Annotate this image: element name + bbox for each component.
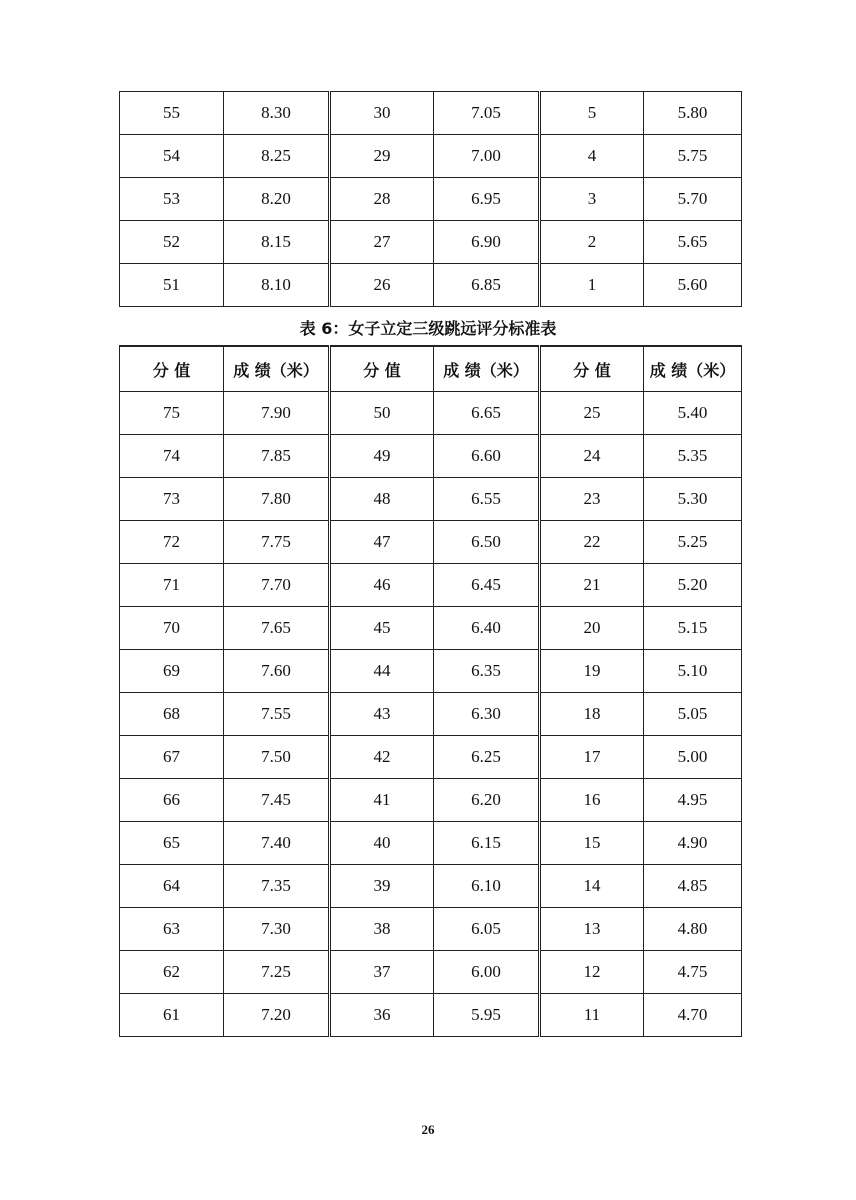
score-table-continued — [119, 91, 742, 307]
score-cell: 69 — [120, 650, 224, 693]
score-cell: 67 — [120, 736, 224, 779]
table-row — [120, 264, 742, 307]
result-cell: 5.35 — [644, 435, 742, 478]
result-cell: 5.25 — [644, 521, 742, 564]
score-cell: 21 — [540, 564, 644, 607]
header-result-1: 成 绩（米） — [224, 346, 330, 392]
result-cell: 7.40 — [224, 822, 330, 865]
result-cell: 5.10 — [644, 650, 742, 693]
score-cell: 17 — [540, 736, 644, 779]
result-cell: 6.60 — [434, 435, 540, 478]
table-row — [120, 478, 742, 521]
result-cell: 8.20 — [224, 178, 330, 221]
result-cell: 7.60 — [224, 650, 330, 693]
score-cell: 30 — [330, 92, 434, 135]
result-cell: 6.55 — [434, 478, 540, 521]
result-cell: 7.90 — [224, 392, 330, 435]
result-cell: 6.95 — [434, 178, 540, 221]
result-cell: 7.85 — [224, 435, 330, 478]
score-cell: 25 — [540, 392, 644, 435]
page-number: 26 — [421, 1122, 435, 1137]
result-cell: 5.40 — [644, 392, 742, 435]
result-cell: 7.55 — [224, 693, 330, 736]
table-row — [120, 779, 742, 822]
header-score-2: 分 值 — [330, 346, 434, 392]
result-cell: 7.30 — [224, 908, 330, 951]
result-cell: 4.70 — [644, 994, 742, 1037]
score-cell: 43 — [330, 693, 434, 736]
score-cell: 75 — [120, 392, 224, 435]
score-cell: 51 — [120, 264, 224, 307]
score-cell: 13 — [540, 908, 644, 951]
score-cell: 38 — [330, 908, 434, 951]
table-row — [120, 221, 742, 264]
score-cell: 52 — [120, 221, 224, 264]
score-cell: 55 — [120, 92, 224, 135]
result-cell: 4.95 — [644, 779, 742, 822]
score-cell: 14 — [540, 865, 644, 908]
table-row — [120, 693, 742, 736]
result-cell: 5.95 — [434, 994, 540, 1037]
score-cell: 44 — [330, 650, 434, 693]
header-result-3: 成 绩（米） — [644, 346, 742, 392]
score-cell: 29 — [330, 135, 434, 178]
score-cell: 70 — [120, 607, 224, 650]
score-cell: 5 — [540, 92, 644, 135]
score-cell: 47 — [330, 521, 434, 564]
result-cell: 6.10 — [434, 865, 540, 908]
result-cell: 7.65 — [224, 607, 330, 650]
result-cell: 7.70 — [224, 564, 330, 607]
result-cell: 6.00 — [434, 951, 540, 994]
score-cell: 45 — [330, 607, 434, 650]
result-cell: 6.35 — [434, 650, 540, 693]
result-cell: 4.75 — [644, 951, 742, 994]
result-cell: 6.15 — [434, 822, 540, 865]
score-cell: 71 — [120, 564, 224, 607]
score-cell: 11 — [540, 994, 644, 1037]
score-cell: 27 — [330, 221, 434, 264]
score-cell: 49 — [330, 435, 434, 478]
score-cell: 22 — [540, 521, 644, 564]
table6-caption: 表 6：女子立定三级跳远评分标准表 — [299, 319, 557, 338]
header-result-2: 成 绩（米） — [434, 346, 540, 392]
table-row — [120, 650, 742, 693]
table-row — [120, 392, 742, 435]
result-cell: 6.20 — [434, 779, 540, 822]
result-cell: 6.25 — [434, 736, 540, 779]
score-cell: 23 — [540, 478, 644, 521]
table-row — [120, 92, 742, 135]
result-cell: 6.05 — [434, 908, 540, 951]
score-cell: 18 — [540, 693, 644, 736]
score-cell: 48 — [330, 478, 434, 521]
score-cell: 1 — [540, 264, 644, 307]
table-row — [120, 564, 742, 607]
table-row — [120, 994, 742, 1037]
score-cell: 16 — [540, 779, 644, 822]
score-cell: 62 — [120, 951, 224, 994]
table-row — [120, 135, 742, 178]
score-cell: 73 — [120, 478, 224, 521]
score-cell: 12 — [540, 951, 644, 994]
result-cell: 5.20 — [644, 564, 742, 607]
score-cell: 4 — [540, 135, 644, 178]
result-cell: 5.05 — [644, 693, 742, 736]
result-cell: 7.25 — [224, 951, 330, 994]
result-cell: 5.15 — [644, 607, 742, 650]
score-cell: 24 — [540, 435, 644, 478]
score-table-6-header — [120, 346, 742, 392]
result-cell: 8.25 — [224, 135, 330, 178]
score-cell: 53 — [120, 178, 224, 221]
table-row — [120, 908, 742, 951]
result-cell: 5.75 — [644, 135, 742, 178]
score-table-6-body — [120, 392, 742, 1037]
result-cell: 4.85 — [644, 865, 742, 908]
score-cell: 68 — [120, 693, 224, 736]
score-cell: 46 — [330, 564, 434, 607]
result-cell: 6.85 — [434, 264, 540, 307]
result-cell: 7.50 — [224, 736, 330, 779]
score-cell: 28 — [330, 178, 434, 221]
header-row — [120, 346, 742, 392]
score-cell: 2 — [540, 221, 644, 264]
result-cell: 7.35 — [224, 865, 330, 908]
result-cell: 6.40 — [434, 607, 540, 650]
score-cell: 3 — [540, 178, 644, 221]
result-cell: 7.20 — [224, 994, 330, 1037]
table-row — [120, 951, 742, 994]
score-cell: 26 — [330, 264, 434, 307]
result-cell: 5.60 — [644, 264, 742, 307]
result-cell: 7.80 — [224, 478, 330, 521]
score-cell: 65 — [120, 822, 224, 865]
result-cell: 5.80 — [644, 92, 742, 135]
score-cell: 37 — [330, 951, 434, 994]
table-row — [120, 736, 742, 779]
table-row — [120, 865, 742, 908]
score-cell: 15 — [540, 822, 644, 865]
result-cell: 7.75 — [224, 521, 330, 564]
result-cell: 5.00 — [644, 736, 742, 779]
score-cell: 41 — [330, 779, 434, 822]
table-row — [120, 607, 742, 650]
score-cell: 42 — [330, 736, 434, 779]
result-cell: 8.30 — [224, 92, 330, 135]
table-row — [120, 178, 742, 221]
score-table-continued-body — [120, 92, 742, 307]
score-cell: 36 — [330, 994, 434, 1037]
score-cell: 50 — [330, 392, 434, 435]
score-cell: 64 — [120, 865, 224, 908]
score-cell: 54 — [120, 135, 224, 178]
result-cell: 5.70 — [644, 178, 742, 221]
score-cell: 20 — [540, 607, 644, 650]
score-cell: 74 — [120, 435, 224, 478]
score-cell: 19 — [540, 650, 644, 693]
score-cell: 39 — [330, 865, 434, 908]
score-cell: 63 — [120, 908, 224, 951]
score-cell: 66 — [120, 779, 224, 822]
result-cell: 7.45 — [224, 779, 330, 822]
table-row — [120, 435, 742, 478]
result-cell: 6.90 — [434, 221, 540, 264]
result-cell: 8.10 — [224, 264, 330, 307]
table-row — [120, 521, 742, 564]
result-cell: 5.65 — [644, 221, 742, 264]
result-cell: 7.00 — [434, 135, 540, 178]
result-cell: 8.15 — [224, 221, 330, 264]
score-cell: 40 — [330, 822, 434, 865]
result-cell: 4.90 — [644, 822, 742, 865]
result-cell: 7.05 — [434, 92, 540, 135]
score-table-6 — [119, 345, 742, 1037]
result-cell: 6.45 — [434, 564, 540, 607]
header-score-1: 分 值 — [120, 346, 224, 392]
result-cell: 4.80 — [644, 908, 742, 951]
score-cell: 61 — [120, 994, 224, 1037]
table-row — [120, 822, 742, 865]
result-cell: 6.65 — [434, 392, 540, 435]
result-cell: 6.30 — [434, 693, 540, 736]
result-cell: 6.50 — [434, 521, 540, 564]
score-cell: 72 — [120, 521, 224, 564]
header-score-3: 分 值 — [540, 346, 644, 392]
result-cell: 5.30 — [644, 478, 742, 521]
